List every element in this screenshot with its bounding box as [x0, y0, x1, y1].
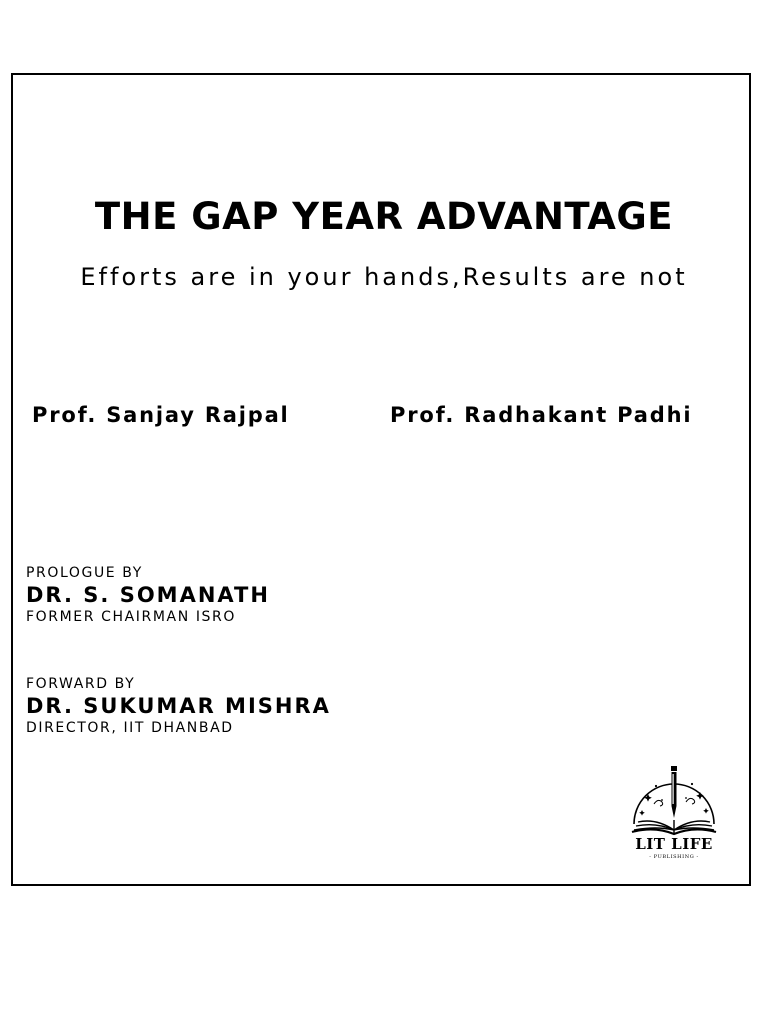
book-title: THE GAP YEAR ADVANTAGE [94, 195, 674, 238]
publisher-tagline: - PUBLISHING - [649, 854, 699, 860]
author-1: Prof. Sanjay Rajpal [32, 403, 290, 427]
forward-credit [26, 675, 331, 737]
prologue-credit [26, 564, 270, 626]
publisher-name: LIT LIFE [635, 835, 713, 853]
forward-label: FORWARD BY [26, 676, 136, 692]
book-subtitle: Efforts are in your hands,Results are not [80, 263, 688, 291]
prologue-role: FORMER CHAIRMAN ISRO [26, 609, 236, 625]
prologue-name: DR. S. SOMANATH [26, 583, 270, 607]
forward-name: DR. SUKUMAR MISHRA [26, 694, 331, 718]
forward-role: DIRECTOR, IIT DHANBAD [26, 720, 234, 736]
prologue-label: PROLOGUE BY [26, 565, 143, 581]
author-2: Prof. Radhakant Padhi [390, 403, 693, 427]
